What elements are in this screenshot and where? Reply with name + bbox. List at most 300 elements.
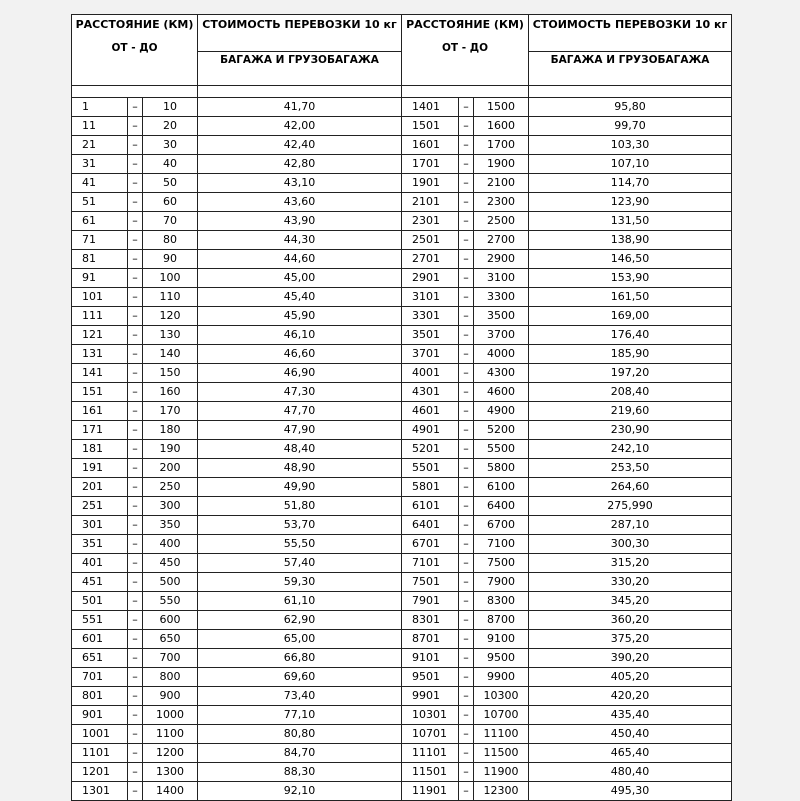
dash-separator: – bbox=[459, 535, 474, 554]
table-row bbox=[72, 440, 732, 459]
distance-from-left: 61 bbox=[72, 212, 128, 231]
dash-separator: – bbox=[459, 630, 474, 649]
dash-separator: – bbox=[128, 535, 143, 554]
dash-separator: – bbox=[128, 573, 143, 592]
price-left: 55,50 bbox=[198, 535, 402, 554]
dash-separator: – bbox=[459, 402, 474, 421]
cost-header-left: СТОИМОСТЬ ПЕРЕВОЗКИ 10 кг bbox=[198, 15, 402, 52]
distance-to-left: 180 bbox=[143, 421, 198, 440]
distance-from-right: 9101 bbox=[402, 649, 459, 668]
dash-separator: – bbox=[128, 117, 143, 136]
dash-separator: – bbox=[459, 649, 474, 668]
distance-from-right: 6101 bbox=[402, 497, 459, 516]
distance-to-right: 4300 bbox=[474, 364, 529, 383]
price-left: 69,60 bbox=[198, 668, 402, 687]
table-row bbox=[72, 668, 732, 687]
distance-to-left: 10 bbox=[143, 98, 198, 117]
table-row bbox=[72, 459, 732, 478]
price-left: 48,90 bbox=[198, 459, 402, 478]
price-left: 88,30 bbox=[198, 763, 402, 782]
distance-to-right: 7900 bbox=[474, 573, 529, 592]
price-right: 287,10 bbox=[529, 516, 732, 535]
dash-separator: – bbox=[459, 98, 474, 117]
dash-separator: – bbox=[459, 782, 474, 801]
distance-to-right: 2300 bbox=[474, 193, 529, 212]
distance-from-left: 181 bbox=[72, 440, 128, 459]
dash-separator: – bbox=[128, 782, 143, 801]
distance-to-left: 300 bbox=[143, 497, 198, 516]
distance-from-right: 10301 bbox=[402, 706, 459, 725]
distance-to-left: 250 bbox=[143, 478, 198, 497]
distance-from-right: 9501 bbox=[402, 668, 459, 687]
table-row bbox=[72, 212, 732, 231]
table-row bbox=[72, 687, 732, 706]
table-row bbox=[72, 782, 732, 801]
dash-separator: – bbox=[128, 497, 143, 516]
distance-from-right: 5501 bbox=[402, 459, 459, 478]
distance-to-right: 9900 bbox=[474, 668, 529, 687]
dash-separator: – bbox=[459, 193, 474, 212]
distance-to-right: 3500 bbox=[474, 307, 529, 326]
distance-from-right: 3101 bbox=[402, 288, 459, 307]
price-right: 153,90 bbox=[529, 269, 732, 288]
distance-to-left: 120 bbox=[143, 307, 198, 326]
distance-to-right: 2700 bbox=[474, 231, 529, 250]
distance-from-left: 301 bbox=[72, 516, 128, 535]
distance-to-left: 1000 bbox=[143, 706, 198, 725]
price-right: 435,40 bbox=[529, 706, 732, 725]
price-left: 80,80 bbox=[198, 725, 402, 744]
distance-to-right: 1600 bbox=[474, 117, 529, 136]
dash-separator: – bbox=[128, 459, 143, 478]
table-row bbox=[72, 554, 732, 573]
spacer-cell bbox=[198, 86, 402, 98]
distance-from-left: 1201 bbox=[72, 763, 128, 782]
distance-to-left: 140 bbox=[143, 345, 198, 364]
dash-separator: – bbox=[128, 630, 143, 649]
price-left: 46,60 bbox=[198, 345, 402, 364]
distance-from-right: 2901 bbox=[402, 269, 459, 288]
table-row bbox=[72, 478, 732, 497]
dash-separator: – bbox=[128, 744, 143, 763]
price-left: 45,00 bbox=[198, 269, 402, 288]
from-to-label-left: ОТ - ДО bbox=[111, 41, 158, 54]
distance-to-right: 4600 bbox=[474, 383, 529, 402]
dash-separator: – bbox=[459, 250, 474, 269]
dash-separator: – bbox=[459, 136, 474, 155]
cost-subheader-right: БАГАЖА И ГРУЗОБАГАЖА bbox=[529, 52, 732, 86]
distance-to-left: 450 bbox=[143, 554, 198, 573]
distance-from-right: 5201 bbox=[402, 440, 459, 459]
distance-from-right: 1601 bbox=[402, 136, 459, 155]
dash-separator: – bbox=[128, 687, 143, 706]
distance-to-left: 20 bbox=[143, 117, 198, 136]
distance-to-left: 190 bbox=[143, 440, 198, 459]
dash-separator: – bbox=[128, 383, 143, 402]
distance-from-left: 21 bbox=[72, 136, 128, 155]
distance-to-right: 5800 bbox=[474, 459, 529, 478]
distance-to-right: 4000 bbox=[474, 345, 529, 364]
price-right: 420,20 bbox=[529, 687, 732, 706]
distance-to-right: 3100 bbox=[474, 269, 529, 288]
dash-separator: – bbox=[459, 383, 474, 402]
distance-from-left: 901 bbox=[72, 706, 128, 725]
distance-from-right: 4901 bbox=[402, 421, 459, 440]
price-left: 42,00 bbox=[198, 117, 402, 136]
distance-from-right: 2101 bbox=[402, 193, 459, 212]
distance-to-right: 2500 bbox=[474, 212, 529, 231]
dash-separator: – bbox=[459, 288, 474, 307]
price-right: 146,50 bbox=[529, 250, 732, 269]
table-row bbox=[72, 535, 732, 554]
dash-separator: – bbox=[459, 117, 474, 136]
distance-from-left: 71 bbox=[72, 231, 128, 250]
distance-from-right: 2701 bbox=[402, 250, 459, 269]
distance-from-left: 141 bbox=[72, 364, 128, 383]
spacer-cell bbox=[402, 86, 529, 98]
dash-separator: – bbox=[459, 763, 474, 782]
price-left: 44,60 bbox=[198, 250, 402, 269]
distance-from-left: 1301 bbox=[72, 782, 128, 801]
distance-to-left: 30 bbox=[143, 136, 198, 155]
dash-separator: – bbox=[128, 706, 143, 725]
dash-separator: – bbox=[128, 231, 143, 250]
price-left: 61,10 bbox=[198, 592, 402, 611]
distance-to-left: 500 bbox=[143, 573, 198, 592]
dash-separator: – bbox=[128, 155, 143, 174]
distance-to-right: 1700 bbox=[474, 136, 529, 155]
distance-to-left: 40 bbox=[143, 155, 198, 174]
distance-to-right: 3700 bbox=[474, 326, 529, 345]
price-left: 51,80 bbox=[198, 497, 402, 516]
distance-from-left: 91 bbox=[72, 269, 128, 288]
price-right: 169,00 bbox=[529, 307, 732, 326]
dash-separator: – bbox=[459, 440, 474, 459]
price-left: 49,90 bbox=[198, 478, 402, 497]
price-left: 45,90 bbox=[198, 307, 402, 326]
cost-header-right: СТОИМОСТЬ ПЕРЕВОЗКИ 10 кг bbox=[529, 15, 732, 52]
table-row bbox=[72, 744, 732, 763]
dash-separator: – bbox=[459, 744, 474, 763]
distance-header-left: РАССТОЯНИЕ (КМ) bbox=[72, 15, 198, 52]
dash-separator: – bbox=[128, 364, 143, 383]
distance-to-right: 11100 bbox=[474, 725, 529, 744]
table-row bbox=[72, 174, 732, 193]
table-row bbox=[72, 117, 732, 136]
dash-separator: – bbox=[459, 478, 474, 497]
tariff-table bbox=[71, 14, 732, 801]
distance-from-left: 191 bbox=[72, 459, 128, 478]
price-left: 73,40 bbox=[198, 687, 402, 706]
distance-from-right: 3301 bbox=[402, 307, 459, 326]
price-right: 450,40 bbox=[529, 725, 732, 744]
distance-from-left: 1 bbox=[72, 98, 128, 117]
dash-separator: – bbox=[128, 725, 143, 744]
distance-from-left: 1001 bbox=[72, 725, 128, 744]
distance-to-left: 160 bbox=[143, 383, 198, 402]
distance-to-left: 80 bbox=[143, 231, 198, 250]
distance-to-right: 2900 bbox=[474, 250, 529, 269]
distance-to-right: 8700 bbox=[474, 611, 529, 630]
distance-to-right: 11900 bbox=[474, 763, 529, 782]
table-row bbox=[72, 706, 732, 725]
table-row bbox=[72, 516, 732, 535]
distance-to-left: 1400 bbox=[143, 782, 198, 801]
from-to-label-right: ОТ - ДО bbox=[442, 41, 489, 54]
distance-from-left: 51 bbox=[72, 193, 128, 212]
distance-to-right: 6400 bbox=[474, 497, 529, 516]
price-left: 59,30 bbox=[198, 573, 402, 592]
distance-to-right: 6100 bbox=[474, 478, 529, 497]
distance-from-left: 111 bbox=[72, 307, 128, 326]
distance-from-right: 4001 bbox=[402, 364, 459, 383]
price-right: 208,40 bbox=[529, 383, 732, 402]
distance-from-left: 351 bbox=[72, 535, 128, 554]
distance-from-right: 4601 bbox=[402, 402, 459, 421]
distance-to-left: 700 bbox=[143, 649, 198, 668]
distance-to-left: 800 bbox=[143, 668, 198, 687]
distance-from-right: 7901 bbox=[402, 592, 459, 611]
price-right: 253,50 bbox=[529, 459, 732, 478]
dash-separator: – bbox=[128, 554, 143, 573]
distance-to-left: 110 bbox=[143, 288, 198, 307]
price-left: 84,70 bbox=[198, 744, 402, 763]
price-right: 114,70 bbox=[529, 174, 732, 193]
dash-separator: – bbox=[128, 649, 143, 668]
price-right: 176,40 bbox=[529, 326, 732, 345]
dash-separator: – bbox=[128, 269, 143, 288]
distance-from-right: 5801 bbox=[402, 478, 459, 497]
distance-from-left: 601 bbox=[72, 630, 128, 649]
price-right: 99,70 bbox=[529, 117, 732, 136]
dash-separator: – bbox=[128, 326, 143, 345]
table-row bbox=[72, 649, 732, 668]
dash-separator: – bbox=[128, 402, 143, 421]
dash-separator: – bbox=[128, 174, 143, 193]
distance-from-left: 651 bbox=[72, 649, 128, 668]
distance-from-left: 501 bbox=[72, 592, 128, 611]
dash-separator: – bbox=[459, 345, 474, 364]
distance-from-left: 151 bbox=[72, 383, 128, 402]
table-row bbox=[72, 725, 732, 744]
dash-separator: – bbox=[459, 687, 474, 706]
header-row-top bbox=[72, 15, 732, 52]
dash-separator: – bbox=[459, 459, 474, 478]
distance-to-left: 130 bbox=[143, 326, 198, 345]
dash-separator: – bbox=[128, 516, 143, 535]
distance-to-right: 5500 bbox=[474, 440, 529, 459]
distance-to-left: 70 bbox=[143, 212, 198, 231]
price-right: 300,30 bbox=[529, 535, 732, 554]
dash-separator: – bbox=[128, 307, 143, 326]
distance-to-right: 4900 bbox=[474, 402, 529, 421]
dash-separator: – bbox=[459, 497, 474, 516]
price-left: 53,70 bbox=[198, 516, 402, 535]
distance-from-right: 3701 bbox=[402, 345, 459, 364]
table-row bbox=[72, 402, 732, 421]
price-right: 375,20 bbox=[529, 630, 732, 649]
price-left: 43,60 bbox=[198, 193, 402, 212]
dash-separator: – bbox=[459, 668, 474, 687]
header-spacer-row bbox=[72, 86, 732, 98]
price-left: 43,10 bbox=[198, 174, 402, 193]
distance-from-left: 701 bbox=[72, 668, 128, 687]
distance-to-right: 3300 bbox=[474, 288, 529, 307]
distance-to-left: 200 bbox=[143, 459, 198, 478]
distance-header-right: РАССТОЯНИЕ (КМ) bbox=[402, 15, 529, 52]
distance-from-right: 1401 bbox=[402, 98, 459, 117]
distance-from-left: 801 bbox=[72, 687, 128, 706]
distance-from-right: 8701 bbox=[402, 630, 459, 649]
price-left: 47,30 bbox=[198, 383, 402, 402]
dash-separator: – bbox=[128, 592, 143, 611]
dash-separator: – bbox=[128, 136, 143, 155]
table-row bbox=[72, 269, 732, 288]
price-left: 43,90 bbox=[198, 212, 402, 231]
table-row bbox=[72, 364, 732, 383]
price-right: 345,20 bbox=[529, 592, 732, 611]
dash-separator: – bbox=[128, 611, 143, 630]
distance-from-right: 2301 bbox=[402, 212, 459, 231]
distance-from-right: 11101 bbox=[402, 744, 459, 763]
dash-separator: – bbox=[459, 516, 474, 535]
dash-separator: – bbox=[128, 440, 143, 459]
table-row bbox=[72, 98, 732, 117]
dash-separator: – bbox=[128, 193, 143, 212]
table-row bbox=[72, 193, 732, 212]
dash-separator: – bbox=[459, 155, 474, 174]
price-left: 66,80 bbox=[198, 649, 402, 668]
dash-separator: – bbox=[128, 478, 143, 497]
distance-to-right: 5200 bbox=[474, 421, 529, 440]
price-right: 315,20 bbox=[529, 554, 732, 573]
distance-from-right: 7501 bbox=[402, 573, 459, 592]
table-row bbox=[72, 307, 732, 326]
dash-separator: – bbox=[459, 706, 474, 725]
distance-from-right: 1501 bbox=[402, 117, 459, 136]
cost-subheader-left: БАГАЖА И ГРУЗОБАГАЖА bbox=[198, 52, 402, 86]
distance-to-right: 8300 bbox=[474, 592, 529, 611]
price-right: 138,90 bbox=[529, 231, 732, 250]
dash-separator: – bbox=[459, 421, 474, 440]
price-left: 46,90 bbox=[198, 364, 402, 383]
table-row bbox=[72, 155, 732, 174]
table-row bbox=[72, 383, 732, 402]
distance-to-right: 1900 bbox=[474, 155, 529, 174]
price-left: 47,90 bbox=[198, 421, 402, 440]
price-right: 95,80 bbox=[529, 98, 732, 117]
price-right: 390,20 bbox=[529, 649, 732, 668]
price-right: 161,50 bbox=[529, 288, 732, 307]
price-right: 495,30 bbox=[529, 782, 732, 801]
distance-to-right: 6700 bbox=[474, 516, 529, 535]
distance-from-left: 401 bbox=[72, 554, 128, 573]
table-row bbox=[72, 136, 732, 155]
dash-separator: – bbox=[459, 592, 474, 611]
distance-to-left: 600 bbox=[143, 611, 198, 630]
distance-from-right: 9901 bbox=[402, 687, 459, 706]
distance-from-right: 1701 bbox=[402, 155, 459, 174]
distance-to-right: 11500 bbox=[474, 744, 529, 763]
distance-from-right: 11901 bbox=[402, 782, 459, 801]
price-right: 264,60 bbox=[529, 478, 732, 497]
distance-to-right: 7100 bbox=[474, 535, 529, 554]
table-row bbox=[72, 763, 732, 782]
price-right: 103,30 bbox=[529, 136, 732, 155]
price-right: 480,40 bbox=[529, 763, 732, 782]
distance-to-right: 1500 bbox=[474, 98, 529, 117]
spacer-cell bbox=[72, 86, 198, 98]
distance-from-left: 31 bbox=[72, 155, 128, 174]
price-right: 185,90 bbox=[529, 345, 732, 364]
distance-to-left: 650 bbox=[143, 630, 198, 649]
table-row bbox=[72, 288, 732, 307]
table-row bbox=[72, 497, 732, 516]
dash-separator: – bbox=[459, 212, 474, 231]
dash-separator: – bbox=[459, 326, 474, 345]
distance-to-left: 170 bbox=[143, 402, 198, 421]
dash-separator: – bbox=[128, 288, 143, 307]
table-row bbox=[72, 231, 732, 250]
dash-separator: – bbox=[128, 345, 143, 364]
distance-to-left: 550 bbox=[143, 592, 198, 611]
distance-from-left: 201 bbox=[72, 478, 128, 497]
table-row bbox=[72, 592, 732, 611]
distance-to-left: 60 bbox=[143, 193, 198, 212]
distance-from-left: 81 bbox=[72, 250, 128, 269]
dash-separator: – bbox=[459, 174, 474, 193]
price-right: 275,990 bbox=[529, 497, 732, 516]
from-to-header-left bbox=[72, 41, 198, 86]
price-right: 107,10 bbox=[529, 155, 732, 174]
spacer-cell bbox=[529, 86, 732, 98]
price-left: 77,10 bbox=[198, 706, 402, 725]
dash-separator: – bbox=[128, 98, 143, 117]
price-left: 47,70 bbox=[198, 402, 402, 421]
distance-to-left: 90 bbox=[143, 250, 198, 269]
price-right: 360,20 bbox=[529, 611, 732, 630]
price-right: 219,60 bbox=[529, 402, 732, 421]
dash-separator: – bbox=[128, 250, 143, 269]
distance-to-left: 350 bbox=[143, 516, 198, 535]
distance-to-right: 12300 bbox=[474, 782, 529, 801]
distance-to-left: 100 bbox=[143, 269, 198, 288]
distance-from-right: 2501 bbox=[402, 231, 459, 250]
price-left: 92,10 bbox=[198, 782, 402, 801]
price-right: 131,50 bbox=[529, 212, 732, 231]
price-left: 42,40 bbox=[198, 136, 402, 155]
distance-from-left: 161 bbox=[72, 402, 128, 421]
dash-separator: – bbox=[128, 763, 143, 782]
distance-from-right: 6401 bbox=[402, 516, 459, 535]
price-right: 197,20 bbox=[529, 364, 732, 383]
table-row bbox=[72, 326, 732, 345]
distance-from-right: 11501 bbox=[402, 763, 459, 782]
distance-from-left: 11 bbox=[72, 117, 128, 136]
header-row-bottom bbox=[72, 52, 732, 86]
distance-from-left: 131 bbox=[72, 345, 128, 364]
distance-to-left: 1100 bbox=[143, 725, 198, 744]
dash-separator: – bbox=[128, 421, 143, 440]
price-left: 46,10 bbox=[198, 326, 402, 345]
distance-to-left: 1300 bbox=[143, 763, 198, 782]
dash-separator: – bbox=[128, 212, 143, 231]
distance-to-right: 2100 bbox=[474, 174, 529, 193]
dash-separator: – bbox=[459, 573, 474, 592]
dash-separator: – bbox=[128, 668, 143, 687]
dash-separator: – bbox=[459, 307, 474, 326]
distance-from-left: 121 bbox=[72, 326, 128, 345]
